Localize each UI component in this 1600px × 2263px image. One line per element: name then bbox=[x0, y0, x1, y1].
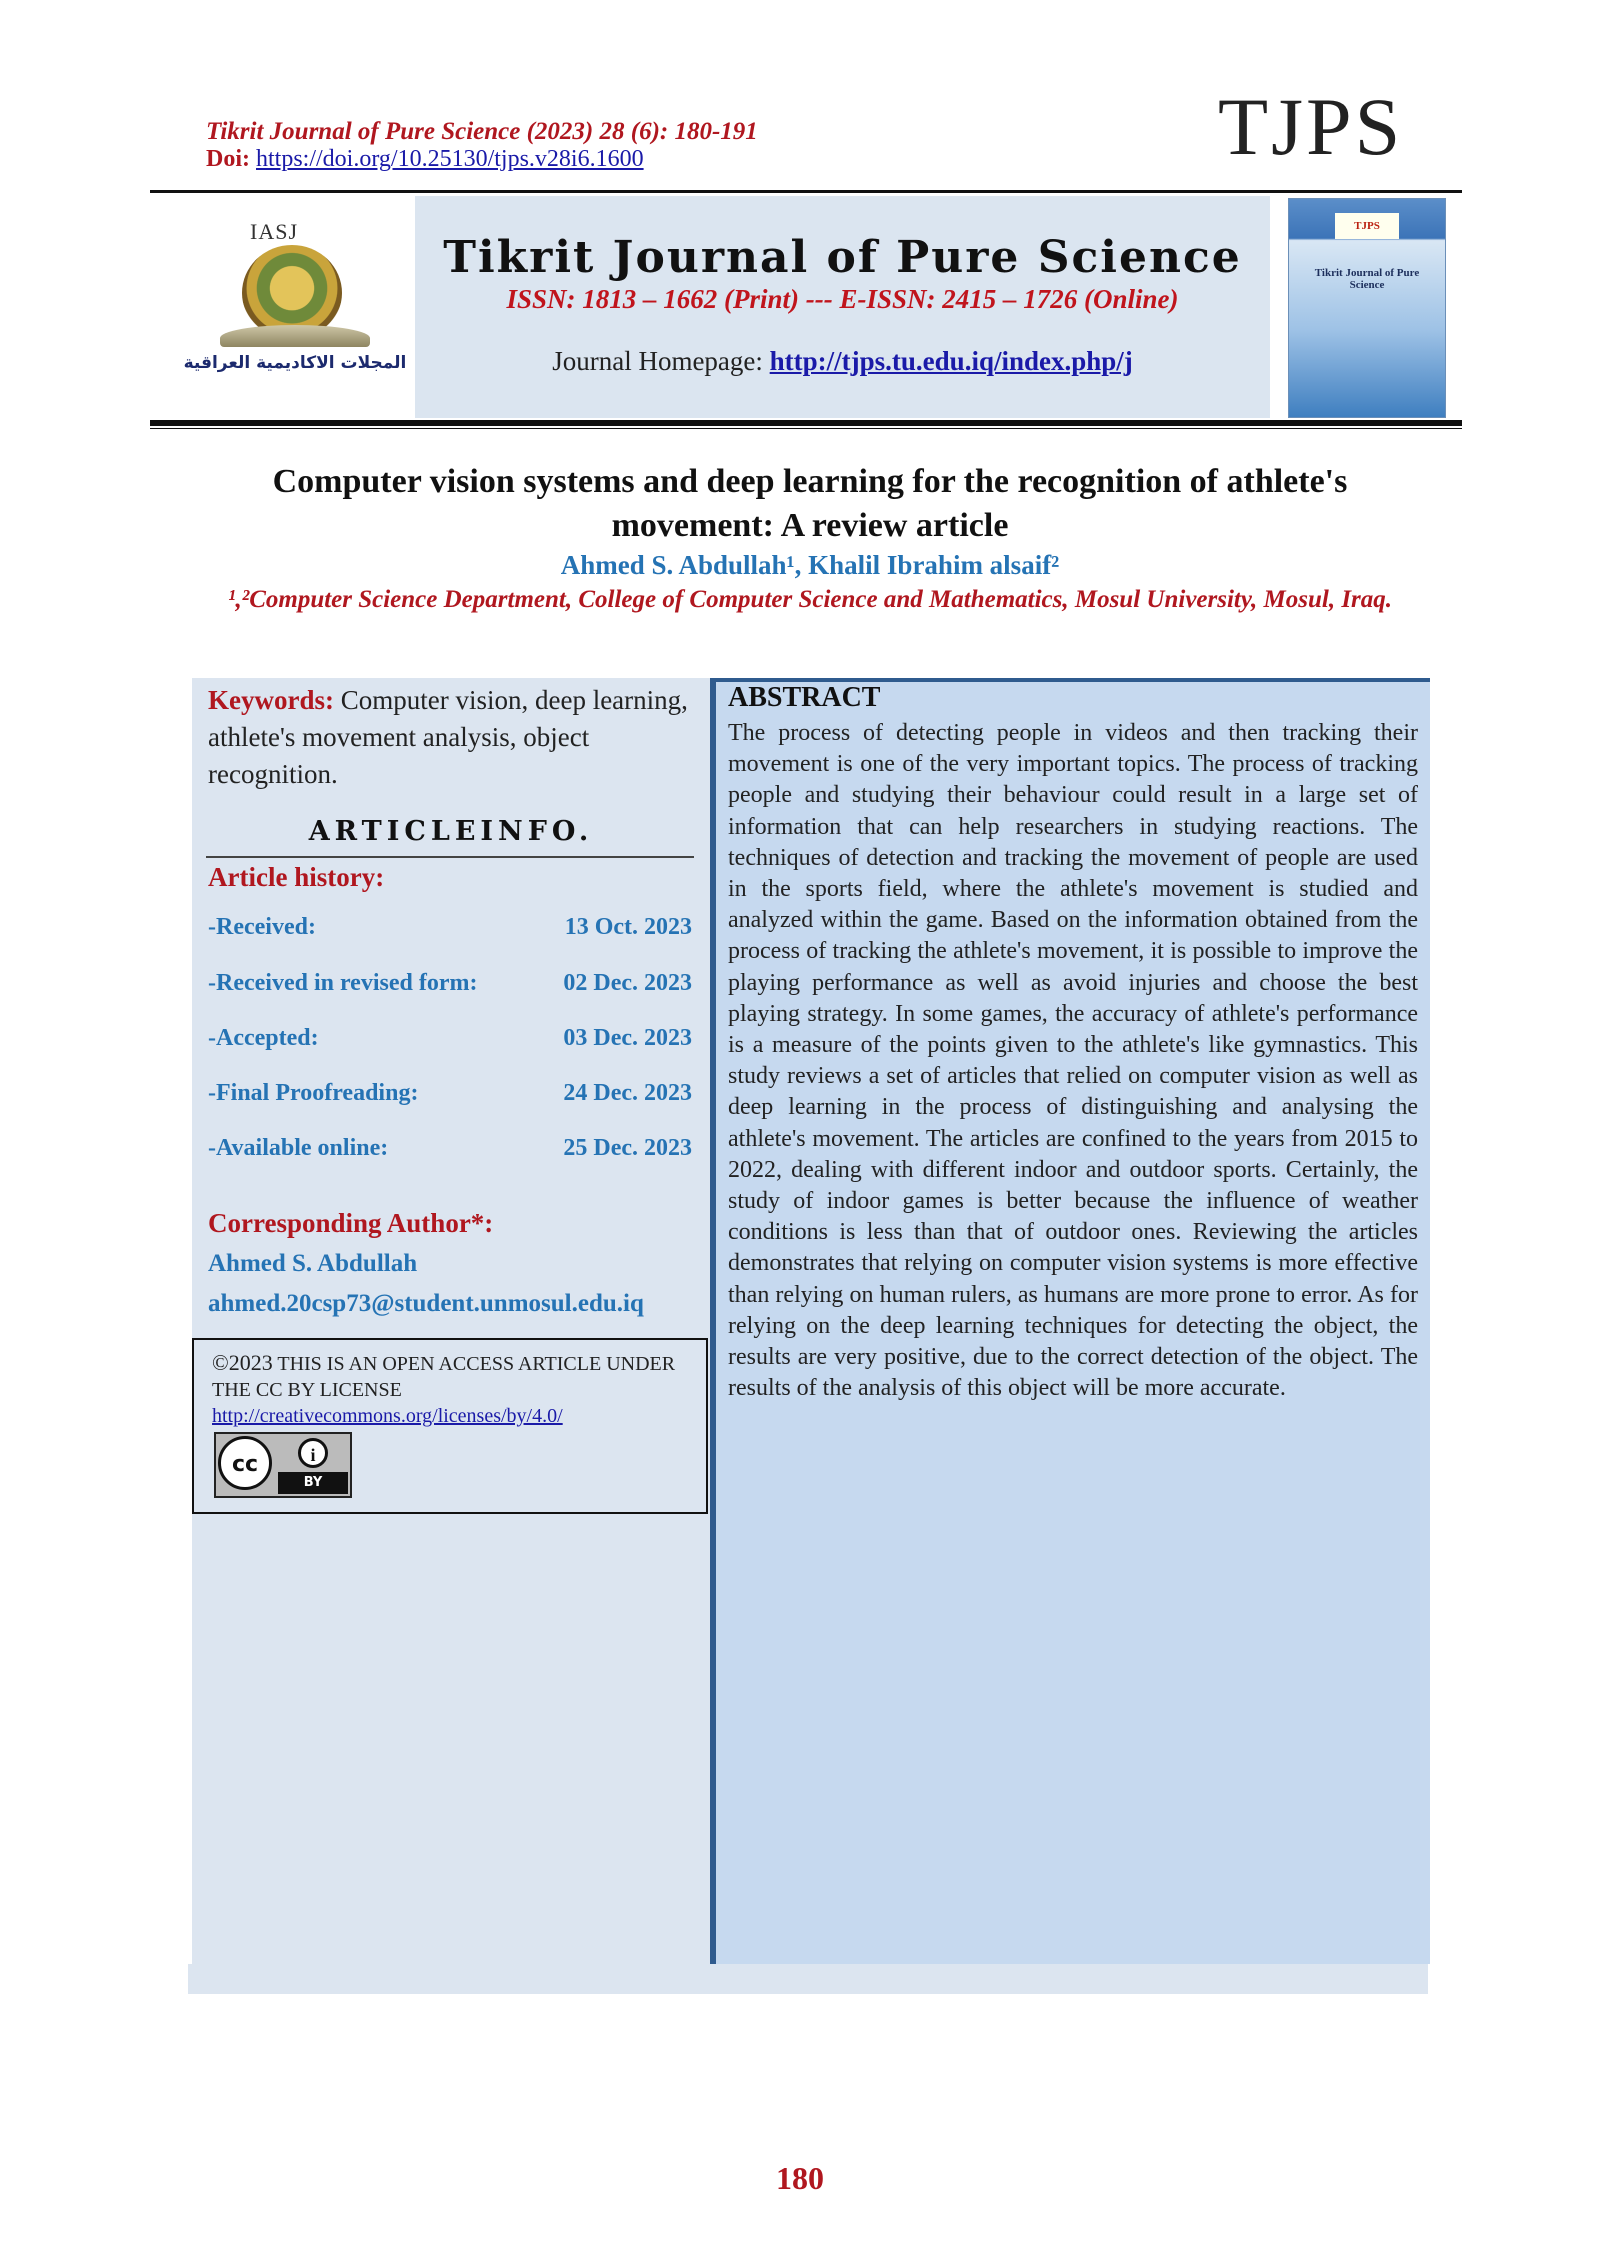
keywords-text: Computer vision, deep learning, athlete's movement analysis, object recognition. bbox=[208, 685, 688, 789]
paper-affiliation: ¹,²Computer Science Department, College of Computer Science and Mathematics, Mosul University, Mosul, Iraq. bbox=[227, 586, 1393, 613]
by-label: BY bbox=[278, 1472, 348, 1494]
iasj-logo bbox=[180, 215, 410, 375]
corresponding-author-name: Ahmed S. Abdullah bbox=[208, 1250, 418, 1277]
article-info-title: ARTICLEINFO. bbox=[308, 816, 594, 847]
header-thick-rule bbox=[150, 420, 1462, 426]
history-date: 25 Dec. 2023 bbox=[563, 1135, 692, 1161]
license-statement: THIS IS AN OPEN ACCESS ARTICLE UNDER THE CC BY LICENSE bbox=[212, 1353, 676, 1401]
paper-authors: Ahmed S. Abdullah¹, Khalil Ibrahim alsaif² bbox=[560, 550, 1060, 580]
article-history-label: Article history: bbox=[208, 862, 385, 892]
page-number: 180 bbox=[776, 2160, 824, 2196]
open-book-icon bbox=[220, 325, 370, 347]
license-box bbox=[192, 1338, 708, 1514]
license-year: ©2023 bbox=[212, 1350, 273, 1375]
keywords bbox=[208, 682, 688, 793]
corresponding-author-label: Corresponding Author*: bbox=[208, 1208, 494, 1238]
header-rule bbox=[150, 190, 1462, 193]
history-row-received bbox=[208, 914, 692, 941]
history-label: -Accepted: bbox=[208, 1025, 319, 1051]
history-row-proofreading bbox=[208, 1080, 692, 1107]
history-row-accepted bbox=[208, 1025, 692, 1052]
history-label: -Received: bbox=[208, 914, 316, 940]
journal-cover-image bbox=[1288, 198, 1446, 418]
keywords-label: Keywords: bbox=[208, 685, 334, 715]
cc-by-badge[interactable] bbox=[214, 1432, 352, 1498]
license-text bbox=[212, 1350, 682, 1429]
cc-icon: cc bbox=[218, 1436, 272, 1490]
journal-homepage bbox=[415, 346, 1270, 377]
history-date: 13 Oct. 2023 bbox=[564, 914, 692, 940]
panel-bottom-strip bbox=[188, 1964, 1428, 1994]
cover-badge: TJPS bbox=[1335, 213, 1399, 239]
history-date: 03 Dec. 2023 bbox=[563, 1025, 692, 1051]
abstract-top-rule bbox=[716, 678, 1430, 682]
history-date: 24 Dec. 2023 bbox=[563, 1080, 692, 1106]
history-label: -Final Proofreading: bbox=[208, 1080, 419, 1106]
doi-link[interactable]: https://doi.org/10.25130/tjps.v28i6.1600 bbox=[256, 146, 644, 172]
journal-brand-mark: TJPS bbox=[1218, 81, 1404, 172]
homepage-link[interactable]: http://tjps.tu.edu.iq/index.php/j bbox=[769, 346, 1133, 376]
journal-title: Tikrit Journal of Pure Science bbox=[443, 232, 1242, 283]
paper-title: Computer vision systems and deep learning for the recognition of athlete's movement: A review article bbox=[272, 463, 1348, 544]
article-info-panel bbox=[192, 678, 710, 1964]
journal-citation: Tikrit Journal of Pure Science (2023) 28 (6): 180-191 bbox=[206, 118, 758, 145]
column-divider bbox=[710, 678, 716, 1964]
article-info-rule bbox=[206, 856, 694, 858]
history-label: -Received in revised form: bbox=[208, 970, 478, 996]
history-row-revised bbox=[208, 970, 692, 997]
history-row-available bbox=[208, 1135, 692, 1162]
cover-title: Tikrit Journal of Pure Science bbox=[1314, 267, 1420, 291]
journal-issn: ISSN: 1813 – 1662 (Print) --- E-ISSN: 2415 – 1726 (Online) bbox=[506, 284, 1179, 314]
history-label: -Available online: bbox=[208, 1135, 389, 1161]
homepage-label: Journal Homepage: bbox=[552, 346, 770, 376]
header-thin-rule bbox=[150, 428, 1462, 429]
history-date: 02 Dec. 2023 bbox=[563, 970, 692, 996]
person-icon: i bbox=[298, 1438, 328, 1468]
abstract-panel bbox=[716, 678, 1430, 1964]
abstract-title: ABSTRACT bbox=[728, 682, 881, 713]
iasj-acronym: IASJ bbox=[250, 219, 299, 244]
iasj-arabic-caption: المجلات الاكاديمية العراقية bbox=[183, 353, 407, 373]
doi-label: Doi: bbox=[206, 146, 256, 172]
journal-banner bbox=[415, 196, 1270, 418]
corresponding-author-email[interactable]: ahmed.20csp73@student.unmosul.edu.iq bbox=[208, 1290, 644, 1317]
doi-line bbox=[206, 146, 644, 173]
license-link[interactable]: http://creativecommons.org/licenses/by/4.0/ bbox=[212, 1405, 563, 1427]
abstract-body: The process of detecting people in videos and then tracking their movement is one of the very important topics. The process of tracking people and studying their behaviour could result in a large set of information that can help researchers in studying reactions. The techniques of detection and tracking the movement of people are used in the sports field, where the athlete's movement is studied and analyzed within the game. Based on the information obtained from the process of tracking the athlete's movement, it is possible to improve the playing performance as well as avoid injuries and choose the best playing strategy. In some games, the accuracy of athlete's performance is a measure of the points given to the athlete's like gymnastics. This study reviews a set of articles that relied on computer vision as well as deep learning in the process of distinguishing and analysing the athlete's movement. The articles are confined to the years from 2015 to 2022, dealing with different indoor and outdoor sports. Certainly, the study of indoor games is better because the influence of weather conditions is less than that of outdoor ones. Reviewing the articles demonstrates that relying on computer vision systems is more effective than relying on human rulers, as humans are more prone to error. As for relying on the deep learning techniques for detecting the object, the results are very positive, due to the correct detection of the object. The results of the analysis of this object will be more accurate. bbox=[728, 720, 1418, 1402]
